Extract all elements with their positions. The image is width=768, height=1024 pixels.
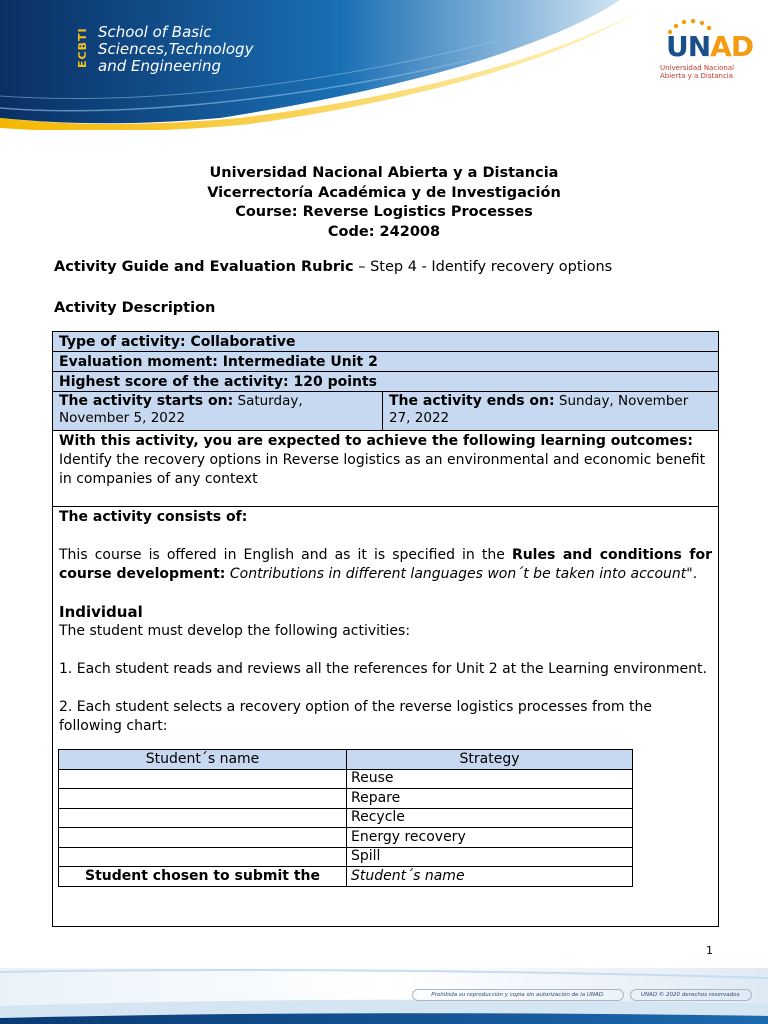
row-evaluation-moment: Evaluation moment: Intermediate Unit 2 [53,352,718,372]
individual-heading: Individual [59,603,143,621]
strategy-cell: Spill [347,847,633,867]
table-row [59,808,633,828]
title-code: Code: 242008 [327,223,441,240]
row-learning-outcomes [53,431,718,507]
table-row [59,769,633,789]
document-titles [0,164,768,242]
unad-logo [660,18,754,88]
row-dates [53,392,718,431]
row-highest-score: Highest score of the activity: 120 points [53,372,718,392]
outcomes-text: Identify the recovery options in Reverse logistics as an environmental and economic benefit in companies of any context [59,452,706,487]
outcomes-heading: With this activity, you are expected to achieve the following learning outcomes: [59,433,693,449]
school-line-2: Sciences,Technology [98,40,254,58]
rules-paragraph: This course is offered in English and as it is specified in the Rules and conditions for course development: Contributions in different languages won´t be taken into account". [59,547,712,582]
footer-banner [0,968,768,1024]
student-name-cell [59,828,347,848]
consists-heading: The activity consists of: [59,509,248,525]
header-banner [0,0,768,130]
activity-starts-cell: The activity starts on: Saturday, November 5, 2022 [53,392,383,430]
strategy-cell: Energy recovery [347,828,633,848]
table-row [59,867,633,887]
list-item-1: 1. Each student reads and reviews all the references for Unit 2 at the Learning environment. [59,661,707,677]
col-student-name: Student´s name [59,750,347,770]
logo-wordmark: UNAD [666,30,754,63]
ecbti-tag: ECBTI [76,27,89,69]
school-line-3: and Engineering [98,57,221,75]
student-name-cell [59,808,347,828]
title-course: Course: Reverse Logistics Processes [235,204,533,220]
activity-ends-cell: The activity ends on: Sunday, November 27, 2022 [389,393,689,426]
title-vicerrectoria: Vicerrectoría Académica y de Investigación [207,184,561,201]
activity-guide-line: Activity Guide and Evaluation Rubric – Step 4 - Identify recovery options [54,259,613,275]
table-row [59,828,633,848]
footer-notice-rights: UNAD © 2020 derechos reservados. [630,989,752,1001]
student-develop-text: The student must develop the following activities: [59,623,411,639]
school-line-1: School of Basic [98,23,212,41]
student-name-cell [59,847,347,867]
strategy-cell: Repare [347,789,633,809]
chosen-student-value: Student´s name [347,867,633,887]
list-item-2: 2. Each student selects a recovery option of the reverse logistics processes from the following chart: [59,699,652,734]
footer-notice-reproduction: Prohibida su reproducción y copia sin autorización de la UNAD. [412,989,624,1001]
title-university: Universidad Nacional Abierta y a Distancia [209,165,559,181]
student-name-cell [59,769,347,789]
school-name [98,24,253,75]
chosen-student-label: Student chosen to submit the [59,867,347,887]
col-strategy: Strategy [347,750,633,770]
activity-table [52,331,719,927]
row-activity-consists [53,507,718,926]
table-row [59,847,633,867]
page-number: 1 [706,944,713,957]
strategy-table-header [59,750,633,770]
strategy-cell: Reuse [347,769,633,789]
logo-subtitle: Universidad Nacional Abierta y a Distancia [660,64,735,80]
strategy-cell: Recycle [347,808,633,828]
student-name-cell [59,789,347,809]
activity-description-heading: Activity Description [54,300,216,316]
row-type-of-activity: Type of activity: Collaborative [53,332,718,352]
strategy-table [58,749,633,887]
table-row [59,789,633,809]
